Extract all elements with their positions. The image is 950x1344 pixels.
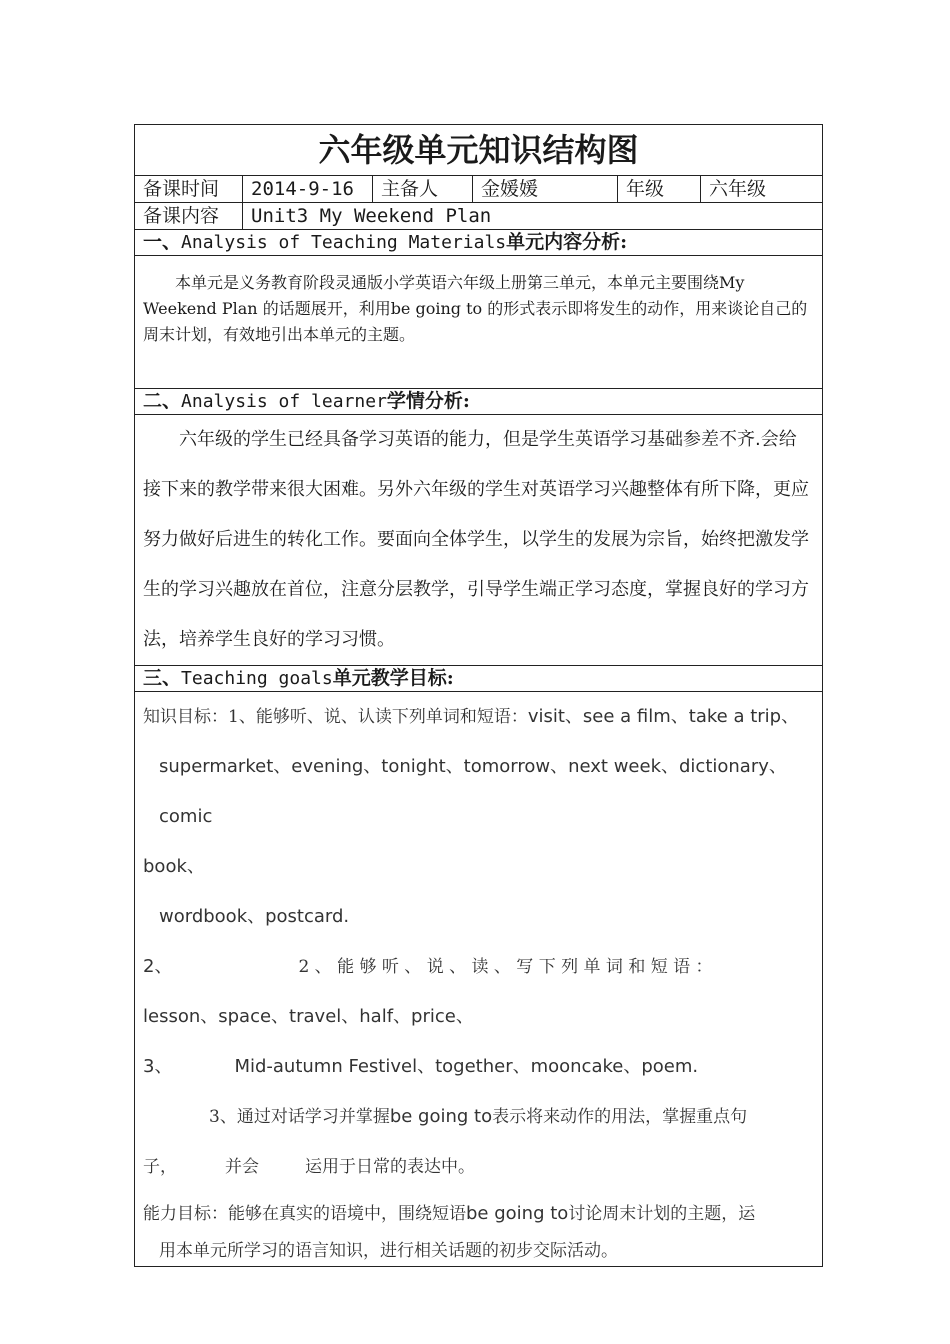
goal-line-2: supermarket、evening、tonight、tomorrow、next week、dictionary、comic (159, 756, 787, 827)
prep-time-label: 备课时间 (135, 176, 243, 203)
goal-line-9 (143, 1142, 814, 1192)
goal-num-2: 2、 (143, 956, 173, 977)
section2-lead: 六年级的学生已经具备学习英语的能力，但是 (179, 429, 539, 450)
info-row-1 (135, 176, 823, 203)
section3-header (135, 666, 823, 692)
content-label: 备课内容 (135, 203, 243, 230)
goal-skill-intro: 2 、 能 够 听 、 说 、 读 、 写 下 列 单 词 和 短 语 ： (298, 957, 713, 977)
goal-num-3: 3、 (143, 1056, 173, 1077)
preparer-label: 主备人 (373, 176, 473, 203)
document-title: 六年级单元知识结构图 (135, 125, 823, 176)
section1-latin: Analysis of Teaching Materials (181, 232, 507, 253)
knowledge-structure-table (134, 124, 823, 1267)
section2-cn: 学情分析: (386, 390, 470, 412)
goal-words-3: Mid-autumn Festivel、together、mooncake、poem. (234, 1056, 699, 1077)
goal-line-10 (143, 1192, 814, 1236)
section1-header (135, 230, 823, 256)
goal-ability-c: 讨论周末计划的主题，运 (568, 1204, 756, 1224)
goal-line-3: book、 (143, 856, 205, 877)
info-row-2 (135, 203, 823, 230)
section2-body (135, 415, 823, 666)
section2-latin: Analysis of learner (181, 391, 387, 412)
goal-line-5 (143, 942, 814, 992)
goal-dialog-phrase: be going to (389, 1106, 493, 1127)
goal-line-6: lesson、space、travel、half、price、 (143, 1006, 474, 1027)
goal-dialog-c: 表示将来动作的用法，掌握重点句 (492, 1107, 748, 1127)
goal-line-7 (143, 1042, 814, 1092)
goal-line-4: wordbook、postcard. (159, 906, 350, 927)
section2-header (135, 389, 823, 415)
grade-value: 六年级 (701, 176, 823, 203)
section1-body: 本单元是义务教育阶段灵通版小学英语六年级上册第三单元，本单元主要围绕My Weekend Plan 的话题展开，利用be going to 的形式表示即将发生的动作，用来谈论自己的周末计划，有效地引出本单元的主题。 (135, 256, 823, 389)
section1-cn: 单元内容分析: (506, 231, 628, 253)
section2-prefix: 二、 (143, 390, 182, 412)
preparer-value: 金媛媛 (473, 176, 618, 203)
grade-label: 年级 (618, 176, 701, 203)
goal-line-1 (143, 692, 814, 742)
goal-sentence-a: 子， (143, 1157, 177, 1177)
goal-dialog-a: 3、通过对话学习并掌握 (209, 1107, 390, 1127)
knowledge-structure-table-wrap (134, 124, 822, 1267)
goal-knowledge-intro: 知识目标：1、能够听、说、认读下列单词和短语： (143, 707, 528, 727)
section3-latin: Teaching goals (181, 668, 333, 689)
goal-ability-a: 能力目标：能够在真实的语境中，围绕短语 (143, 1204, 466, 1224)
goal-line-8 (143, 1092, 814, 1142)
prep-time-value: 2014-9-16 (243, 176, 373, 203)
section3-prefix: 三、 (143, 667, 182, 689)
section1-prefix: 一、 (143, 231, 182, 253)
section3-body (135, 692, 823, 1267)
goal-line-11: 用本单元所学习的语言知识，进行相关话题的初步交际活动。 (159, 1241, 618, 1261)
section3-cn: 单元教学目标: (332, 667, 454, 689)
content-value: Unit3 My Weekend Plan (243, 203, 823, 230)
goal-words-1: visit、see a film、take a trip、 (527, 706, 800, 727)
section2-text: 学生英语学习基础参差不齐.会给接下来的教学带来很大困难。另外六年级的学生对英语学习兴趣整体有所下降，更应努力做好后进生的转化工作。要面向全体学生，以学生的发展为宗旨，始终把激发学生的学习兴趣放在首位，注意分层教学，引导学生端正学习态度，掌握良好的学习方法，培养学生良好的学习习惯。 (143, 429, 809, 650)
goal-ability-phrase: be going to (466, 1203, 569, 1224)
goal-sentence-c: 运用于日常的表达中。 (305, 1157, 475, 1177)
goal-sentence-b: 并会 (225, 1157, 259, 1177)
